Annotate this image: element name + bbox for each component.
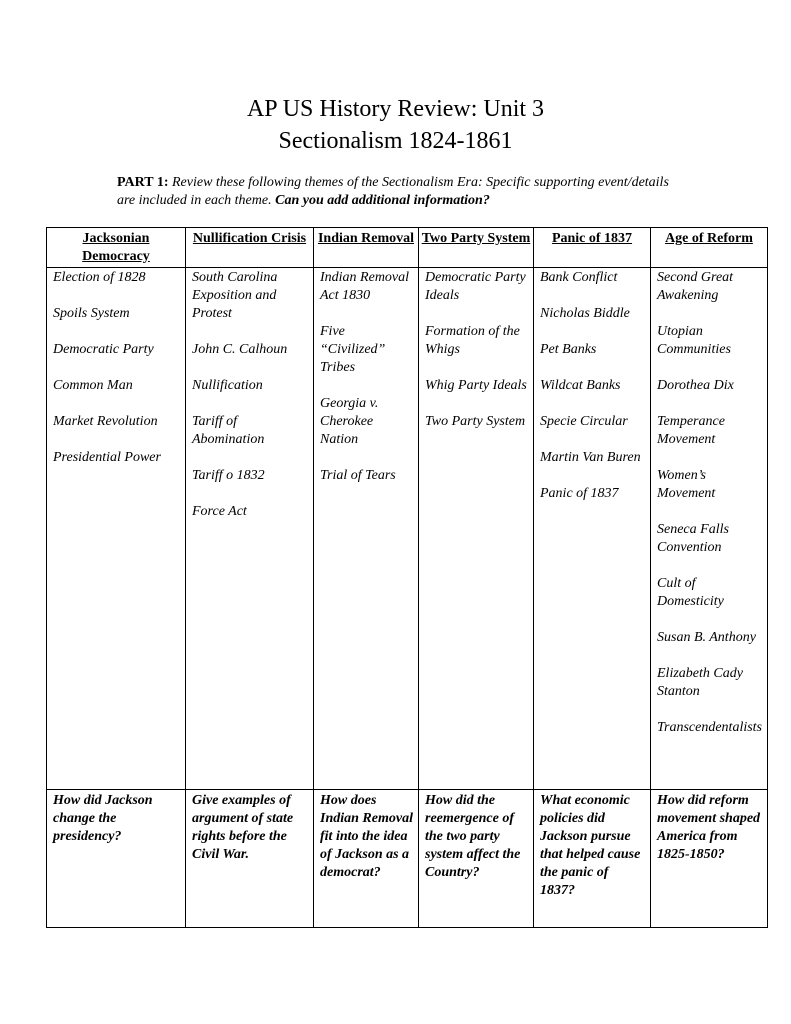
theme-item: Election of 1828 [53, 270, 146, 285]
theme-item: John C. Calhoun [192, 342, 288, 357]
theme-item: Martin Van Buren [540, 450, 641, 465]
theme-item: Nullification [192, 378, 263, 393]
theme-item: Seneca Falls Convention [657, 522, 729, 555]
theme-question: How did reform movement shaped America from 1825-1850? [657, 793, 761, 862]
theme-item: Trial of Tears [320, 468, 396, 483]
title-line-2: Sectionalism 1824-1861 [278, 128, 513, 154]
column-header: Panic of 1837 [534, 228, 651, 268]
theme-question: How did the reemergence of the two party system affect the Country? [425, 793, 521, 880]
questions-row [47, 790, 768, 928]
theme-item: Two Party System [425, 414, 526, 429]
theme-item: Force Act [192, 504, 247, 519]
theme-item: Tariff o 1832 [192, 468, 265, 483]
column-header: Jacksonian Democracy [47, 228, 186, 268]
instructions-question: Can you add additional information? [275, 192, 490, 208]
column-header: Nullification Crisis [186, 228, 314, 268]
theme-item: Dorothea Dix [657, 378, 734, 393]
theme-question: What economic policies did Jackson pursue that helped cause the panic of 1837? [540, 793, 641, 898]
theme-item: Common Man [53, 378, 133, 393]
theme-item: Utopian Communities [657, 324, 731, 357]
theme-item: South Carolina Exposition and Protest [192, 270, 278, 321]
question-cell [186, 790, 314, 928]
theme-question: How does Indian Removal fit into the idea of Jackson as a democrat? [320, 793, 413, 880]
theme-item: Women’s Movement [657, 468, 716, 501]
theme-item: Market Revolution [53, 414, 158, 429]
question-cell [534, 790, 651, 928]
instructions-paragraph [117, 174, 677, 209]
question-cell [314, 790, 419, 928]
theme-item: Nicholas Biddle [540, 306, 630, 321]
theme-item: Democratic Party [53, 342, 154, 357]
theme-item: Susan B. Anthony [657, 630, 756, 645]
items-cell [419, 268, 534, 790]
title-line-1: AP US History Review: Unit 3 [246, 96, 545, 122]
theme-item: Transcendentalists [657, 720, 763, 735]
items-cell [186, 268, 314, 790]
items-cell [534, 268, 651, 790]
theme-item: Whig Party Ideals [425, 378, 527, 393]
theme-item: Georgia v. Cherokee Nation [320, 396, 379, 447]
theme-item: Democratic Party Ideals [425, 270, 526, 303]
theme-item: Five “Civilized” Tribes [320, 324, 386, 375]
document-title [0, 93, 791, 157]
theme-item: Bank Conflict [540, 270, 618, 285]
theme-item: Temperance Movement [657, 414, 725, 447]
theme-item: Indian Removal Act 1830 [320, 270, 410, 303]
column-header: Age of Reform [651, 228, 768, 268]
theme-item: Formation of the Whigs [425, 324, 520, 357]
themes-table [46, 227, 768, 928]
column-header: Two Party System [419, 228, 534, 268]
items-cell [651, 268, 768, 790]
question-cell [651, 790, 768, 928]
question-cell [419, 790, 534, 928]
theme-item: Cult of Domesticity [657, 576, 724, 609]
question-cell [47, 790, 186, 928]
instructions-text: Review these following themes of the Sectionalism Era: Specific supporting event/details are included in each theme. [117, 175, 669, 208]
header-row [47, 228, 768, 268]
items-row [47, 268, 768, 790]
column-header: Indian Removal [314, 228, 419, 268]
theme-item: Panic of 1837 [540, 486, 619, 501]
theme-item: Spoils System [53, 306, 130, 321]
items-cell [47, 268, 186, 790]
theme-item: Specie Circular [540, 414, 628, 429]
theme-item: Wildcat Banks [540, 378, 621, 393]
items-cell [314, 268, 419, 790]
part-label: PART 1: [117, 175, 169, 190]
theme-item: Second Great Awakening [657, 270, 734, 303]
theme-question: How did Jackson change the presidency? [53, 793, 153, 844]
theme-item: Elizabeth Cady Stanton [657, 666, 743, 699]
theme-item: Presidential Power [53, 450, 161, 465]
theme-item: Pet Banks [540, 342, 597, 357]
theme-item: Tariff of Abomination [192, 414, 265, 447]
theme-question: Give examples of argument of state rights before the Civil War. [192, 793, 294, 862]
